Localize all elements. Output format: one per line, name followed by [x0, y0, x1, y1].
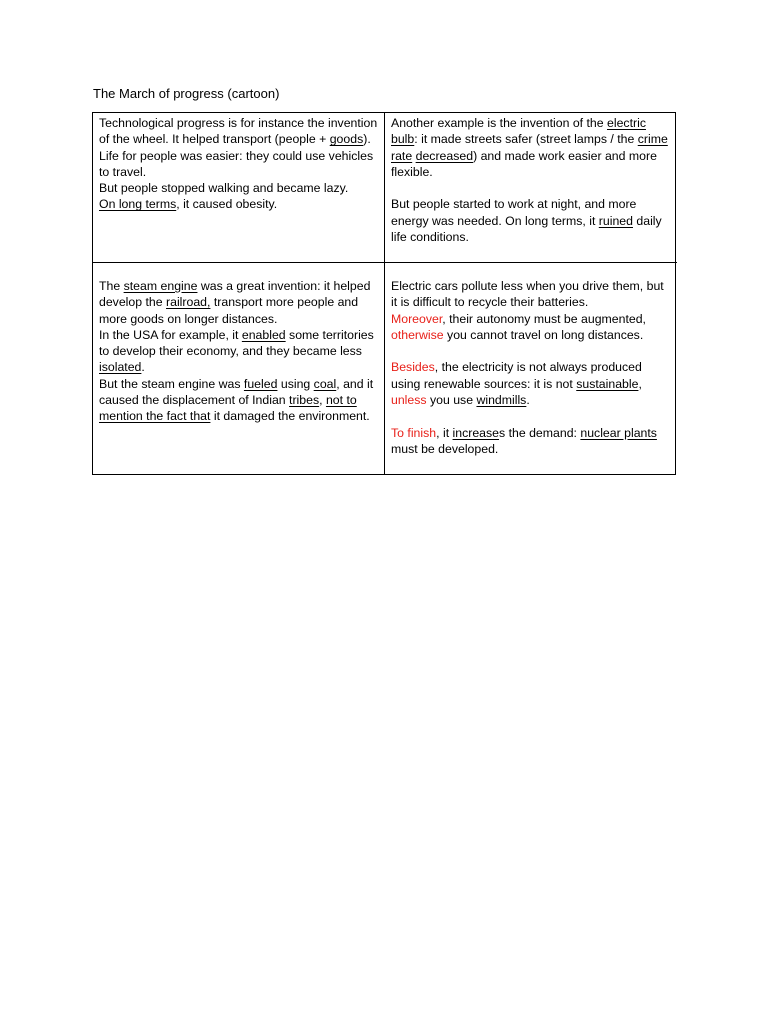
underlined-term: fueled [243, 376, 278, 391]
text: daily life conditions. [391, 213, 662, 245]
text: transport more people and more goods on longer distances. [99, 295, 359, 326]
text: Technological progress is for instance the invention of the wheel. It helped transport (people + [99, 116, 378, 147]
underlined-term: decreased [415, 148, 474, 163]
document-title: The March of progress (cartoon) [93, 86, 280, 101]
underlined-term: windmills [476, 393, 527, 408]
text: , [319, 393, 326, 408]
underlined-term: coal [313, 376, 337, 391]
underlined-term: On long terms [99, 197, 177, 212]
cell-electric-cars [385, 263, 677, 474]
underlined-term: crime rate [391, 132, 668, 163]
text: But the steam engine was [99, 376, 244, 391]
text: , [638, 376, 642, 391]
paragraph: Electric cars pollute less when you drive them, but it is difficult to recycle their batteries. [391, 279, 664, 310]
cell-steam-engine [93, 263, 385, 474]
paragraph [99, 115, 378, 148]
underlined-term: enabled [241, 327, 286, 342]
text: , the electricity is not always produced using renewable sources: it is not [391, 360, 642, 391]
text: . [526, 393, 530, 408]
paragraph: Life for people was easier: they could use vehicles to travel. [99, 148, 374, 179]
text: using [277, 376, 314, 391]
text: Another example is the invention of the [391, 116, 608, 130]
text: you use [426, 393, 477, 408]
text: was a great invention: it helped develop the [99, 279, 371, 310]
underlined-term: nuclear plants [580, 425, 657, 440]
underlined-term: ruined [598, 213, 633, 228]
highlighted-connector: unless [391, 393, 427, 408]
text: ) and made work easier and more flexible. [391, 148, 657, 179]
paragraph [391, 196, 671, 245]
content-table [92, 112, 676, 475]
underlined-term: sustainable [576, 376, 639, 391]
paragraph [99, 327, 378, 376]
highlighted-connector: To finish [391, 425, 437, 440]
text: , it caused obesity. [176, 197, 278, 212]
text: . [141, 360, 145, 375]
paragraph: But people stopped walking and became lazy. [99, 181, 349, 196]
paragraph [99, 196, 378, 212]
cell-electric-bulb [385, 113, 677, 263]
paragraph [391, 359, 671, 408]
highlighted-connector: Moreover [391, 311, 443, 326]
underlined-term: railroad, [166, 295, 211, 310]
paragraph [391, 311, 671, 344]
underlined-term: steam engine [123, 279, 198, 293]
highlighted-connector: otherwise [391, 327, 444, 342]
text: some territories to develop their economy, and they became less [99, 327, 374, 359]
underlined-term: isolated [99, 360, 142, 375]
underlined-term: tribes [289, 393, 320, 408]
paragraph [99, 376, 378, 425]
text: But people started to work at night, and more energy was needed. On long terms, it [391, 197, 637, 228]
paragraph [391, 425, 671, 458]
text: , it [436, 425, 453, 440]
text: In the USA for example, it [99, 327, 242, 342]
underlined-term: increase [452, 425, 500, 440]
text: s the demand: [499, 425, 581, 440]
paragraph [99, 278, 378, 327]
underlined-term: goods [329, 132, 364, 147]
text: must be developed. [391, 441, 499, 456]
text: you cannot travel on long distances. [443, 327, 644, 342]
highlighted-connector: Besides [391, 360, 435, 375]
text: : it made streets safer (street lamps / the [414, 132, 638, 147]
text: , and it caused the displacement of Indian [99, 376, 374, 408]
text: it damaged the environment. [210, 409, 370, 424]
underlined-term: electric bulb [391, 116, 646, 147]
cell-wheel [93, 113, 385, 263]
text: The [99, 279, 124, 293]
paragraph [391, 115, 671, 180]
underlined-term: not to mention the fact that [99, 393, 357, 424]
text: ). [363, 132, 371, 147]
text: , their autonomy must be augmented, [442, 311, 646, 326]
